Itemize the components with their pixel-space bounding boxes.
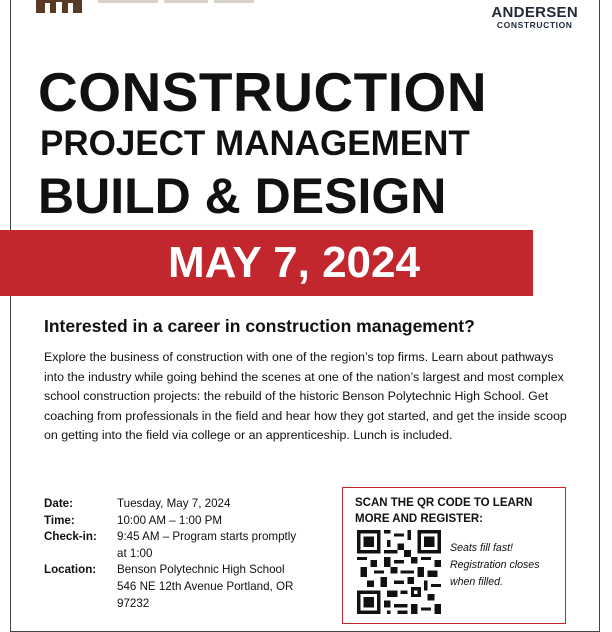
title-line-1: CONSTRUCTION xyxy=(38,61,488,123)
title-line-3: BUILD & DESIGN xyxy=(38,168,447,224)
date-banner xyxy=(0,230,533,296)
event-description: Explore the business of construction with one of the region’s top firms. Learn about pathways into the industry while going behind the scenes at one of the nation’s largest and most complex school construction projects: the rebuild of the historic Benson Polytechnic High School. Get coaching from professionals in the field and hear how they got started, and get the inside scoop on getting into the field via college or an apprenticeship. Lunch is included. xyxy=(44,350,567,443)
qr-register-box xyxy=(342,487,566,624)
detail-row-date xyxy=(44,496,317,513)
detail-value: 10:00 AM – 1:00 PM xyxy=(117,513,223,527)
intro-question: Interested in a career in construction management? xyxy=(44,316,475,336)
title-line-2: PROJECT MANAGEMENT xyxy=(40,124,470,163)
andersen-logo xyxy=(491,5,578,30)
detail-value: Tuesday, May 7, 2024 xyxy=(117,497,231,510)
detail-row-time xyxy=(44,513,317,530)
qr-note: Seats fill fast! Registration closes when filled. xyxy=(450,542,540,588)
partner-logo-text-icon xyxy=(98,0,278,6)
qr-heading: SCAN THE QR CODE TO LEARN MORE AND REGISTER: xyxy=(355,497,533,525)
detail-label: Location: xyxy=(44,563,97,577)
andersen-logo-sub: CONSTRUCTION xyxy=(496,20,573,30)
detail-row-checkin xyxy=(44,529,317,562)
detail-label: Check-in: xyxy=(44,530,97,544)
event-date: MAY 7, 2024 xyxy=(168,238,420,287)
detail-row-location xyxy=(44,562,317,612)
partner-logo-icon xyxy=(36,0,82,13)
andersen-logo-name: ANDERSEN xyxy=(491,4,578,21)
detail-value: 9:45 AM – Program starts promptly at 1:00 xyxy=(117,530,297,560)
detail-value: Benson Polytechnic High School 546 NE 12th Avenue Portland, OR 97232 xyxy=(117,563,294,610)
detail-label: Time: xyxy=(44,513,75,527)
detail-label: Date: xyxy=(44,497,73,510)
event-details xyxy=(44,496,317,612)
qr-code-icon[interactable] xyxy=(357,530,441,614)
